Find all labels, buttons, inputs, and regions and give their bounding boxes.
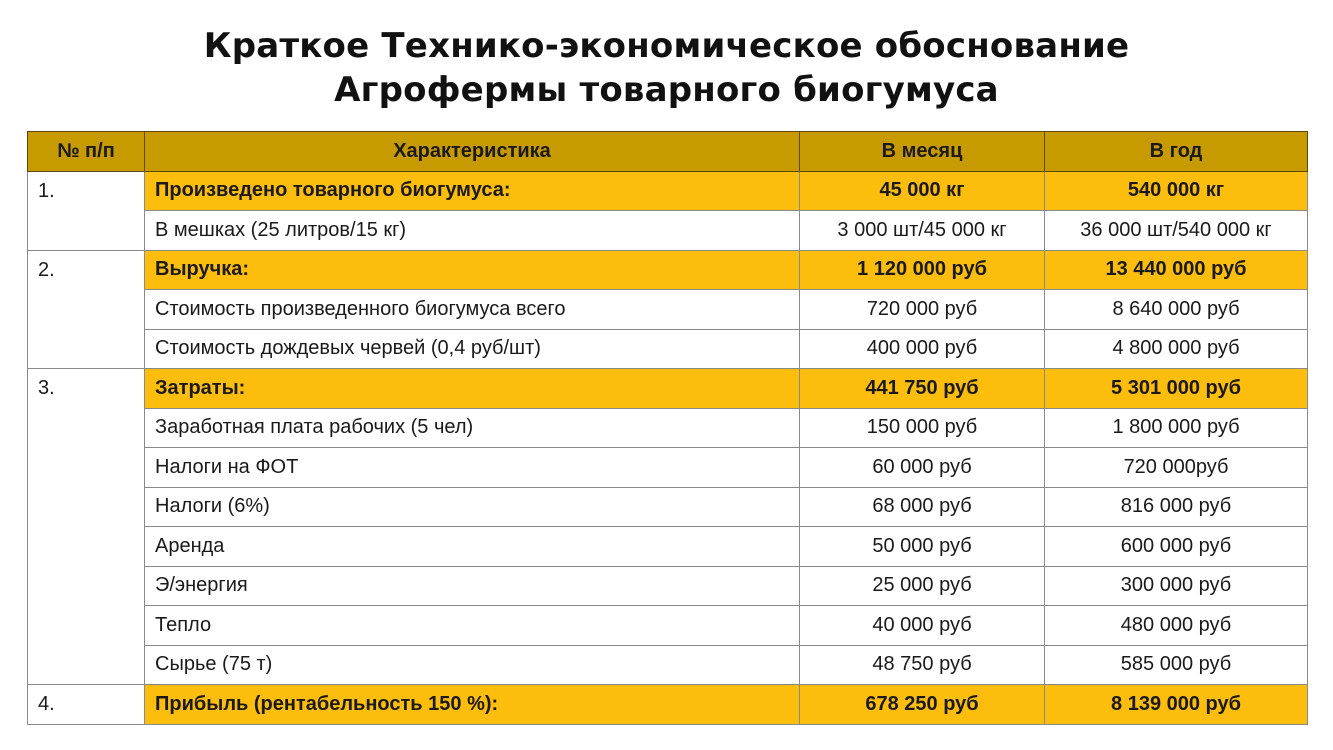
table-row — [28, 685, 1308, 725]
row-characteristic: Сырье (75 т) — [145, 645, 800, 685]
row-month-value: 50 000 руб — [800, 527, 1045, 567]
row-characteristic: Тепло — [145, 606, 800, 646]
table-row — [28, 369, 1308, 409]
row-characteristic: Заработная плата рабочих (5 чел) — [145, 408, 800, 448]
row-year-value: 1 800 000 руб — [1045, 408, 1308, 448]
table-row — [28, 211, 1308, 251]
row-month-value: 60 000 руб — [800, 448, 1045, 488]
row-number: 3. — [28, 369, 145, 685]
table-row — [28, 527, 1308, 567]
row-characteristic: Э/энергия — [145, 566, 800, 606]
row-month-value: 1 120 000 руб — [800, 250, 1045, 290]
row-month-value: 40 000 руб — [800, 606, 1045, 646]
row-characteristic: Стоимость дождевых червей (0,4 руб/шт) — [145, 329, 800, 369]
table-header-row — [28, 132, 1308, 172]
table-row — [28, 645, 1308, 685]
row-year-value: 816 000 руб — [1045, 487, 1308, 527]
row-year-value: 8 640 000 руб — [1045, 290, 1308, 330]
row-year-value: 300 000 руб — [1045, 566, 1308, 606]
row-number: 1. — [28, 171, 145, 250]
row-year-value: 4 800 000 руб — [1045, 329, 1308, 369]
row-year-value: 600 000 руб — [1045, 527, 1308, 567]
row-year-value: 480 000 руб — [1045, 606, 1308, 646]
row-characteristic: Выручка: — [145, 250, 800, 290]
header-num: № п/п — [28, 132, 145, 172]
row-characteristic: Налоги (6%) — [145, 487, 800, 527]
table-row — [28, 408, 1308, 448]
header-year: В год — [1045, 132, 1308, 172]
row-month-value: 25 000 руб — [800, 566, 1045, 606]
page-title — [0, 24, 1333, 112]
table-row — [28, 329, 1308, 369]
row-characteristic: Стоимость произведенного биогумуса всего — [145, 290, 800, 330]
row-month-value: 3 000 шт/45 000 кг — [800, 211, 1045, 251]
table-row — [28, 250, 1308, 290]
header-month: В месяц — [800, 132, 1045, 172]
row-number: 4. — [28, 685, 145, 725]
row-characteristic: В мешках (25 литров/15 кг) — [145, 211, 800, 251]
table-row — [28, 171, 1308, 211]
row-year-value: 36 000 шт/540 000 кг — [1045, 211, 1308, 251]
row-characteristic: Налоги на ФОТ — [145, 448, 800, 488]
row-characteristic: Произведено товарного биогумуса: — [145, 171, 800, 211]
row-characteristic: Аренда — [145, 527, 800, 567]
title-line-1: Краткое Технико-экономическое обоснование — [203, 26, 1130, 66]
table-body — [28, 171, 1308, 724]
row-year-value: 585 000 руб — [1045, 645, 1308, 685]
row-year-value: 13 440 000 руб — [1045, 250, 1308, 290]
table-row — [28, 448, 1308, 488]
row-month-value: 68 000 руб — [800, 487, 1045, 527]
row-characteristic: Затраты: — [145, 369, 800, 409]
row-month-value: 400 000 руб — [800, 329, 1045, 369]
feasibility-table — [27, 131, 1308, 725]
header-characteristic: Характеристика — [145, 132, 800, 172]
table-row — [28, 606, 1308, 646]
row-year-value: 720 000руб — [1045, 448, 1308, 488]
title-line-2: Агрофермы товарного биогумуса — [334, 70, 999, 110]
row-month-value: 720 000 руб — [800, 290, 1045, 330]
table-row — [28, 566, 1308, 606]
row-year-value: 5 301 000 руб — [1045, 369, 1308, 409]
row-number: 2. — [28, 250, 145, 369]
row-year-value: 8 139 000 руб — [1045, 685, 1308, 725]
row-month-value: 678 250 руб — [800, 685, 1045, 725]
row-month-value: 150 000 руб — [800, 408, 1045, 448]
table-row — [28, 487, 1308, 527]
row-month-value: 45 000 кг — [800, 171, 1045, 211]
row-month-value: 48 750 руб — [800, 645, 1045, 685]
table-row — [28, 290, 1308, 330]
row-characteristic: Прибыль (рентабельность 150 %): — [145, 685, 800, 725]
row-year-value: 540 000 кг — [1045, 171, 1308, 211]
row-month-value: 441 750 руб — [800, 369, 1045, 409]
